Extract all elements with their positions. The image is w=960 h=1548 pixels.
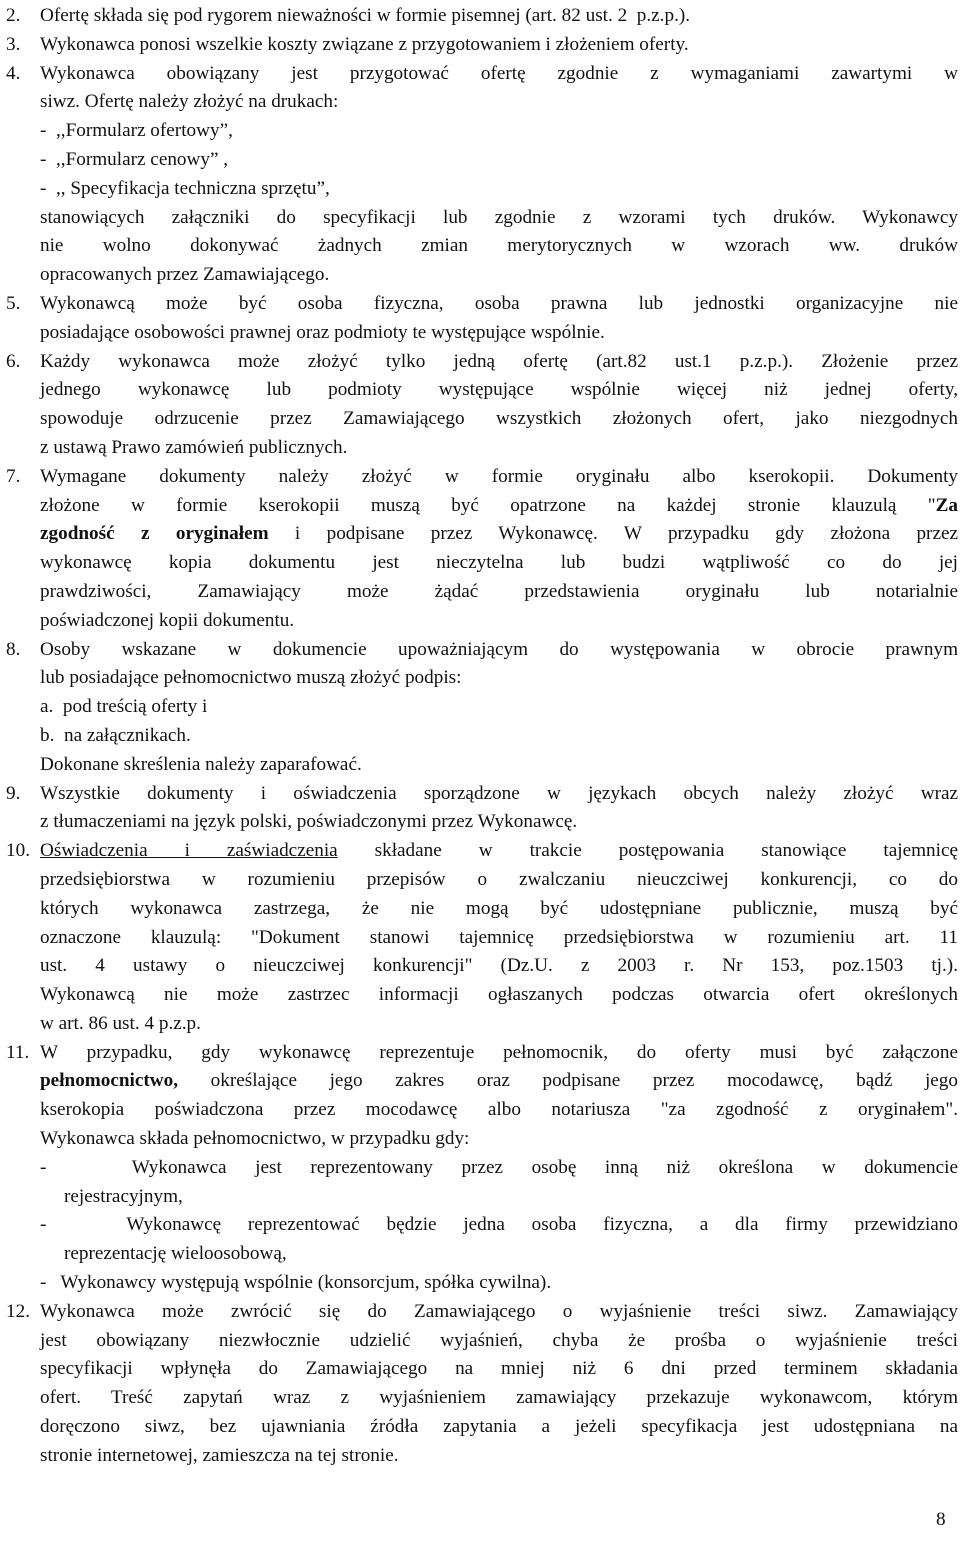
text-line [40,924,958,953]
text-line [40,1096,958,1125]
list-item-text [40,290,958,348]
text-segment: doręczono siwz, bez ujawniania źródła zapytania a jeżeli specyfikacja jest udostępniana na [40,1416,958,1438]
text-segment: Wykonawcą nie może zastrzec informacji ogłaszanych podczas otwarcia ofert określonych [40,984,958,1006]
text-segment: Wykonawca składa pełnomocnictwo, w przypadku gdy: [40,1128,470,1150]
list-item [6,2,958,31]
text-line [40,31,958,60]
list-item [6,636,958,780]
text-segment: nie wolno dokonywać żadnych zmian merytorycznych w wzorach ww. druków [40,235,958,257]
list-item [6,1039,958,1298]
text-line [40,1269,958,1298]
text-segment: Wykonawcą może być osoba fizyczna, osoba prawna lub jednostki organizacyjne nie [40,292,958,314]
list-item-text [40,780,958,838]
underlined-text: Oświadczenia i zaświadczenia [40,840,338,862]
text-line [40,175,958,204]
text-line [40,117,958,146]
text-segment: Każdy wykonawca może złożyć tylko jedną ofertę (art.82 ust.1 p.z.p.). Złożenie przez [40,350,958,372]
bold-text: zgodność z oryginałem [40,523,269,545]
text-segment: stanowiących załączniki do specyfikacji lub zgodnie z wzorami tych druków. Wykonawcy [40,206,958,228]
list-item-number: 6. [6,350,21,372]
text-line [40,693,958,722]
text-line [40,952,958,981]
text-segment: spowoduje odrzucenie przez Zamawiającego wszystkich złożonych ofert, jako niezgodnych [40,408,958,430]
text-line [40,405,958,434]
text-line [40,607,958,636]
text-segment: - Wykonawcę reprezentować będzie jedna osoba fizyczna, a dla firmy przewidziano [40,1214,958,1236]
list-item-number: 4. [6,62,21,84]
text-segment: oznaczone klauzulą: "Dokument stanowi tajemnicę przedsiębiorstwa w rozumieniu art. 11 [40,926,958,948]
text-line [40,290,958,319]
text-line [40,232,958,261]
text-line [40,751,958,780]
text-segment: posiadające osobowości prawnej oraz podmioty te występujące wspólnie. [40,321,605,343]
list-item [6,463,958,636]
text-line [40,866,958,895]
text-segment: przedsiębiorstwa w rozumieniu przepisów o zwalczaniu nieuczciwej konkurencji, co do [40,868,958,890]
text-line [40,1384,958,1413]
text-line [40,981,958,1010]
text-line [40,520,958,549]
text-line [40,636,958,665]
list-item-text [40,837,958,1039]
text-line [40,837,958,866]
text-line [40,492,958,521]
text-line [40,204,958,233]
text-line [40,1442,958,1471]
list-item-text [40,463,958,636]
text-segment: jednego wykonawcę lub podmioty występujące wspólnie więcej niż jednej oferty, [40,379,958,401]
list-item-number: 5. [6,292,21,314]
list-item-number: 10. [6,840,30,862]
bold-text: pełnomocnictwo, [40,1070,179,1092]
text-segment: - ,,Formularz ofertowy”, [40,120,233,142]
text-line [40,376,958,405]
text-line [40,1355,958,1384]
text-line [40,146,958,175]
text-line [40,1413,958,1442]
bold-text: Za [935,494,958,516]
text-line [40,348,958,377]
text-segment: których wykonawca zastrzega, że nie mogą być udostępniane publicznie, muszą być [40,897,958,919]
text-segment: b. na załącznikach. [40,724,191,746]
text-segment: składane w trakcie postępowania stanowiące tajemnicę [337,840,958,862]
text-line [40,463,958,492]
list-item [6,837,958,1039]
text-segment: ust. 4 ustawy o nieuczciwej konkurencji" (Dz.U. z 2003 r. Nr 153, poz.1503 tj.). [40,955,958,977]
text-segment: stronie internetowej, zamieszcza na tej stronie. [40,1444,399,1466]
text-line [40,664,958,693]
text-segment: określające jego zakres oraz podpisane przez mocodawcę, bądź jego [178,1070,958,1092]
text-line [40,1039,958,1068]
list-item-text [40,2,958,31]
text-segment: Dokonane skreślenia należy zaparafować. [40,753,362,775]
text-line [40,1010,958,1039]
text-segment: ofert. Treść zapytań wraz z wyjaśnieniem zamawiający przekazuje wykonawcom, którym [40,1387,958,1409]
text-line [40,1154,958,1183]
text-segment: Wykonawca ponosi wszelkie koszty związane z przygotowaniem i złożeniem oferty. [40,33,689,55]
text-segment: opracowanych przez Zamawiającego. [40,264,330,286]
text-segment: - Wykonawca jest reprezentowany przez osobę inną niż określona w dokumencie [40,1156,958,1178]
text-line [40,1125,958,1154]
text-segment: złożone w formie kserokopii muszą być opatrzone na każdej stronie klauzulą " [40,494,936,516]
list-item-text [40,636,958,780]
text-segment: siwz. Ofertę należy złożyć na drukach: [40,91,339,113]
list-item [6,60,958,290]
text-line [40,1240,958,1269]
list-item [6,348,958,463]
list-item [6,1298,958,1471]
text-line [40,808,958,837]
text-segment: - ,,Formularz cenowy” , [40,148,229,170]
text-segment: wykonawcę kopia dokumentu jest nieczytelna lub budzi wątpliwość co do jej [40,552,958,574]
text-segment: poświadczonej kopii dokumentu. [40,609,295,631]
text-line [40,1067,958,1096]
text-line [40,319,958,348]
text-segment: i podpisane przez Wykonawcę. W przypadku gdy złożona przez [268,523,958,545]
text-segment: - Wykonawcy występują wspólnie (konsorcjum, spółka cywilna). [40,1272,552,1294]
text-line [40,1211,958,1240]
text-segment: reprezentację wieloosobową, [40,1243,287,1265]
text-segment: z tłumaczeniami na język polski, poświadczonymi przez Wykonawcę. [40,811,578,833]
list-item-number: 9. [6,782,21,804]
text-segment: jest obowiązany niezwłocznie udzielić wyjaśnień, chyba że prośba o wyjaśnienie treści [40,1329,958,1351]
list-item-number: 3. [6,33,21,55]
text-segment: prawdziwości, Zamawiający może żądać przedstawienia oryginału lub notarialnie [40,580,958,602]
text-segment: W przypadku, gdy wykonawcę reprezentuje pełnomocnik, do oferty musi być załączone [40,1041,958,1063]
list-item-text [40,31,958,60]
list-item-number: 7. [6,465,21,487]
list-item-number: 11. [6,1041,30,1063]
text-line [40,2,958,31]
text-line [40,1327,958,1356]
text-line [40,60,958,89]
page-number: 8 [936,1509,946,1530]
text-segment: rejestracyjnym, [40,1185,183,1207]
text-line [40,549,958,578]
text-line [40,895,958,924]
list-item [6,31,958,60]
text-segment: lub posiadające pełnomocnictwo muszą złożyć podpis: [40,667,462,689]
text-line [40,1183,958,1212]
text-segment: Wymagane dokumenty należy złożyć w formie oryginału albo kserokopii. Dokumenty [40,465,958,487]
list-item [6,780,958,838]
text-segment: Wykonawca może zwrócić się do Zamawiającego o wyjaśnienie treści siwz. Zamawiający [40,1300,958,1322]
list-item-number: 12. [6,1300,30,1322]
list-item-text [40,1298,958,1471]
text-segment: z ustawą Prawo zamówień publicznych. [40,436,348,458]
text-line [40,88,958,117]
list-item [6,290,958,348]
list-item-text [40,1039,958,1298]
text-segment: specyfikacji wpłynęła do Zamawiającego na mniej niż 6 dni przed terminem składania [40,1358,958,1380]
text-segment: Ofertę składa się pod rygorem nieważności w formie pisemnej (art. 82 ust. 2 p.z.p.). [40,5,691,26]
document-body [6,2,958,1471]
list-item-text [40,348,958,463]
text-line [40,261,958,290]
list-item-text [40,60,958,290]
text-line [40,578,958,607]
text-segment: kserokopia poświadczona przez mocodawcę albo notariusza "za zgodność z oryginałem". [40,1099,958,1121]
text-line [40,722,958,751]
list-item-number: 2. [6,5,21,26]
text-segment: Wykonawca obowiązany jest przygotować ofertę zgodnie z wymaganiami zawartymi w [40,62,958,84]
text-segment: w art. 86 ust. 4 p.z.p. [40,1012,201,1034]
text-line [40,780,958,809]
text-line [40,434,958,463]
text-segment: Osoby wskazane w dokumencie upoważniającym do występowania w obrocie prawnym [40,638,958,660]
text-segment: - ,, Specyfikacja techniczna sprzętu”, [40,177,330,199]
list-item-number: 8. [6,638,21,660]
text-segment: Wszystkie dokumenty i oświadczenia sporządzone w językach obcych należy złożyć wraz [40,782,958,804]
text-segment: a. pod treścią oferty i [40,696,208,718]
text-line [40,1298,958,1327]
